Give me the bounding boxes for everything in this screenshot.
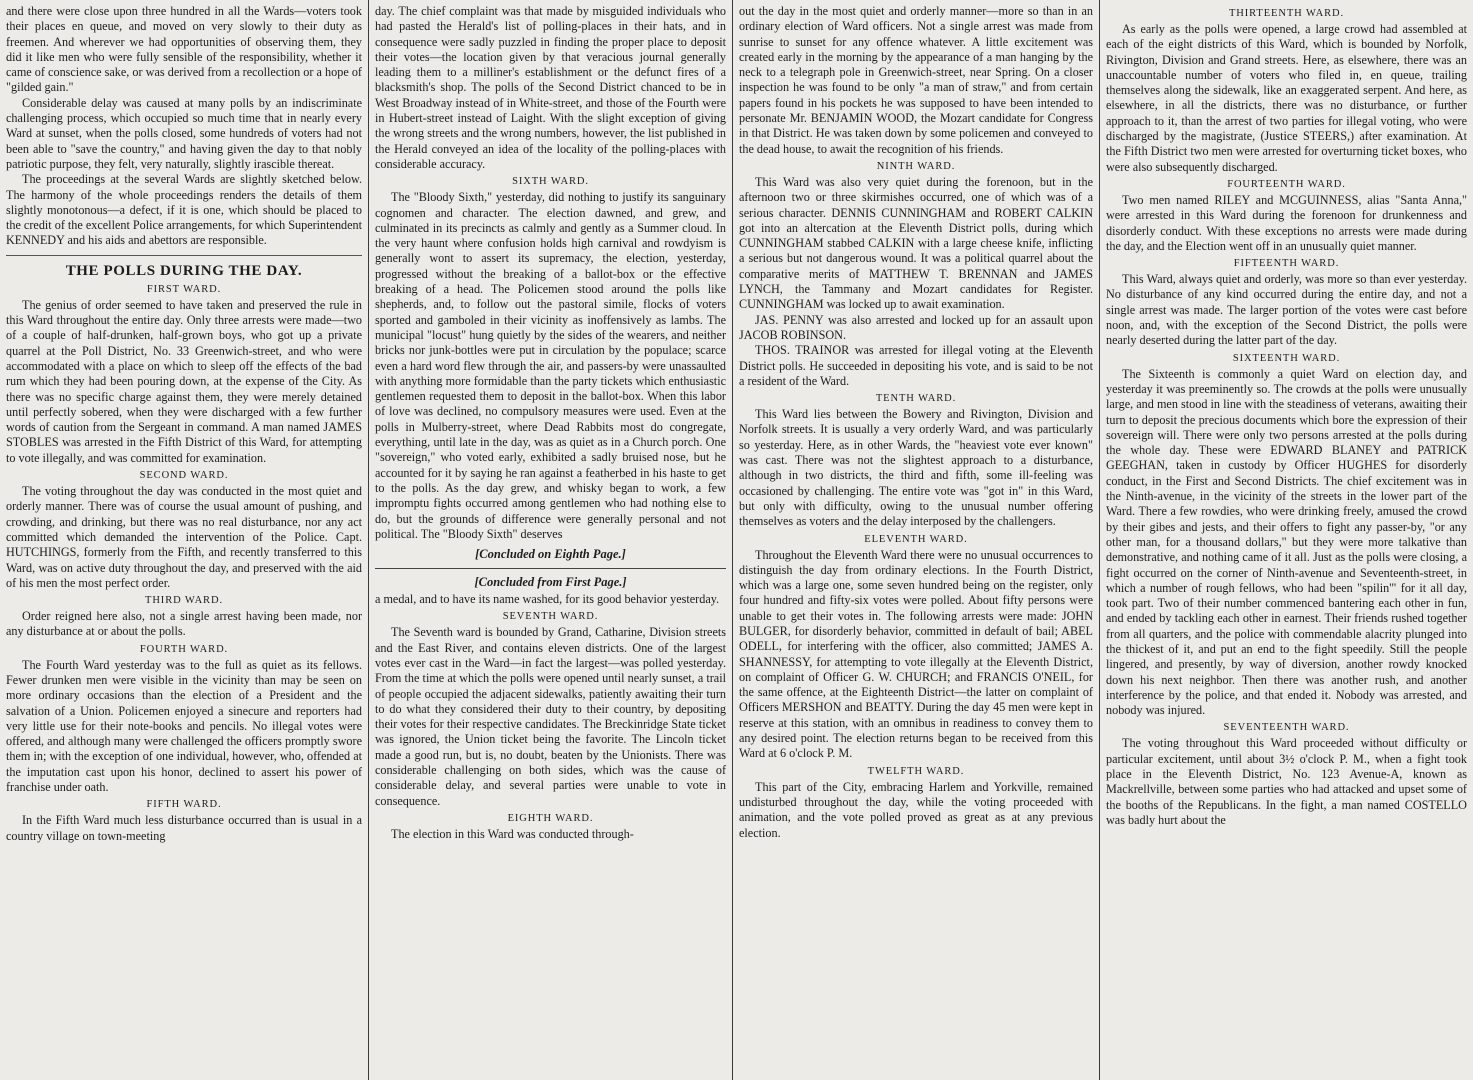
- article-paragraph: a medal, and to have its name washed, for its good behavior yesterday.: [375, 592, 720, 607]
- article-paragraph: Two men named RILEY and MCGUINNESS, alias "Santa Anna," were arrested in this Ward during the forenoon for drunkenness and disorderly conduct. With these exceptions no arrests were made during the day, and the Election went off in an unusually quiet manner.: [1106, 192, 1467, 253]
- article-paragraph: Order reigned here also, not a single arrest having been made, nor any disturbance at or about the polls.: [6, 609, 362, 639]
- ward-heading: FOURTEENTH WARD.: [1227, 178, 1346, 190]
- column-3: [732, 0, 1099, 1080]
- ward-heading: TENTH WARD.: [875, 393, 957, 405]
- ward-heading: EIGHTH WARD.: [507, 812, 594, 824]
- ward-heading: THIRD WARD.: [145, 595, 223, 607]
- article-paragraph: The genius of order seemed to have taken and preserved the rule in this Ward throughout the entire day. Only three arrests were made—two of a couple of half-drunken, half-grown boys, who got up a private quarrel at the Poll District, No. 33 Greenwich-street, and who were accommodated with a place on which to sleep off the effects of the bad rum which they had been pouring down, at the expense of the City. As there was no specific charge against them, they were merely detained until perfectly sobered, when they were discharged with a few further words of caution from the Sergeant in command. A man named JAMES STOBLES was arrested in the Fifth District of this Ward, for attempting to vote illegally, and was committed for examination.: [6, 297, 362, 465]
- ward-heading: SIXTEENTH WARD.: [1232, 352, 1341, 364]
- article-paragraph: This Ward, always quiet and orderly, was more so than ever yesterday. No disturbance of any kind occurred during the entire day, and not a single arrest was made. The larger portion of the votes were cast before noon, and, with the exception of the Second District, the polls were nearly deserted during the latter part of the day.: [1106, 272, 1467, 348]
- article-paragraph: The voting throughout this Ward proceeded without difficulty or particular excitement, until about 3½ o'clock P. M., when a fight took place in the Eleventh District, No. 123 Avenue-A, known as Mackrellville, between some parties who had attacked and upset some of the booths of the Republicans. In the fight, a man named COSTELLO was badly hurt about the: [1106, 736, 1467, 827]
- article-paragraph: The Sixteenth is commonly a quiet Ward on election day, and yesterday it was preeminently so. The crowds at the polls were unusually large, and men stood in line with the steadiness of veterans, awaiting their turn to deposit the precious documents which bore the expression of their sovereign will. There were only two persons arrested at the polls during the whole day. These were EDWARD BLANEY and PATRICK GEEGHAN, taken in custody by Officer HUGHES for disorderly conduct, in the First and Second Districts. The chief excitement was in the Ninth-avenue, in the vicinity of the streets in the lower part of the Ward. There a few rowdies, who were drinking freely, amused the crowd by their gibes and jests, and their offers to fight any passer-by, "or any other man, for a thousand dollars," but they were more talkative than demonstrative, and nothing came of it all. Just as the polls were closing, a fight occurred on the corner of Ninth-avenue and Seventeenth-street, in which a number of rough fellows, who had been "spilin'" for it all day, took part. Two of their number commenced bantering each other in fun, and ended by tackling each other in earnest. Their friends rushed together from all quarters, and the police with commendable alacrity plunged into the thickest of it, and put an end to the fight speedily. Still the people lingered, and presently, by way of diversion, another rowdy knocked down his next neighbor. Then there was another rush, and another interference by the police, and that ended it. Nobody was arrested, and nobody was injured.: [1106, 366, 1467, 718]
- column-4: [1099, 0, 1473, 1080]
- ward-heading: SEVENTH WARD.: [502, 611, 599, 623]
- ward-heading: SIXTH WARD.: [512, 176, 589, 188]
- article-paragraph: This part of the City, embracing Harlem and Yorkville, remained undisturbed throughout the day, while the voting proceeded with animation, and the vote polled proved as great as at any previous election.: [739, 779, 1093, 840]
- ward-heading: FIFTEENTH WARD.: [1233, 258, 1340, 270]
- ward-heading: FIRST WARD.: [146, 283, 222, 295]
- article-paragraph: The proceedings at the several Wards are slightly sketched below. The harmony of the whole proceedings renders the details of them slightly monotonous—a defect, if it is one, which should be placed to the credit of the excellent Police arrangements, for which Superintendent KENNEDY and his aids and abettors are responsible.: [6, 172, 363, 248]
- article-paragraph: The election in this Ward was conducted through-: [391, 826, 634, 841]
- ward-heading: THIRTEENTH WARD.: [1228, 8, 1345, 19]
- article-paragraph: The Seventh ward is bounded by Grand, Catharine, Division streets and the East River, and contains eleven districts. One of the largest votes ever cast in the Ward—in fact the largest—was polled yesterday. From the time at which the polls were opened until nearly sunset, a trail of people occupied the adjacent sidewalks, patiently awaiting their turn to do what they considered their duty to their country, by depositing their votes for their respective candidates. The Breckinridge State ticket was ignored, the Union ticket being the favorite. The Lincoln ticket made a good run, but is, no doubt, beaten by the Unionists. There was considerable challenging on both sides, which was the cause of considerable delay, and several parties were unable to vote in consequence.: [375, 625, 726, 808]
- column-1: [0, 0, 368, 1080]
- article-paragraph: JAS. PENNY was also arrested and locked up for an assault upon JACOB ROBINSON.: [739, 312, 1093, 342]
- article-paragraph: The Fourth Ward yesterday was to the full as quiet as its fellows. Fewer drunken men were visible in the vicinity than may be seen on more ordinary occasions than the election of a President and the salvation of a Union. Policemen enjoyed a sinecure and reporters had very little use for their note-books and pencils. No illegal votes were offered, and although many were challenged the officers promptly swore them in; with the exception of one individual, however, who, offended at the imputation cast upon his honor, declined to assert his power of franchise under oath.: [6, 657, 362, 795]
- article-paragraph: As early as the polls were opened, a large crowd had assembled at each of the eight districts of this Ward, which is bounded by Norfolk, Rivington, Division and Grand streets. Here, as elsewhere, there was an unaccountable number of voters who filed in, en queue, trailing themselves along the sidewalk, like an exaggerated serpent. And here, as elsewhere, in all the districts, there was no disturbance, or further approach to it, than the arrest of two parties for illegal voting, who were discharged by the magistrate, (Justice STEERS,) after examination. At the Fifth District two men were arrested for overturning ticket boxes, who were also subsequently discharged.: [1106, 22, 1467, 174]
- continuation-note: [Concluded from First Page.]: [375, 568, 726, 590]
- article-paragraph: out the day in the most quiet and orderly manner—more so than in an ordinary election of Ward officers. Not a single arrest was made from sunrise to sunset for any offence whatever. A little excitement was created early in the morning by the appearance of a man hanging by the neck to a telegraph pole in Greenwich-street, near Spring. On a closer inspection he was found to be only "a man of straw," and from certain papers found in his pockets he was supposed to have been intended to personate Mr. BENJAMIN WOOD, the Mozart candidate for Congress in that District. He was taken down by some policemen and conveyed to the dead house, to await the recognition of his friends.: [739, 4, 1093, 156]
- article-paragraph: and there were close upon three hundred in all the Wards—voters took their places en queue, and moved on very slowly to their duty as freemen. And wherever we had opportunities of observing them, they did it like men who were fully sensible of the responsibility, whether it came of conscience sake, or was derived from a recollection or a hope of "gilded gain.": [6, 4, 362, 95]
- column-2: [368, 0, 732, 1080]
- ward-heading: NINTH WARD.: [876, 160, 956, 172]
- article-paragraph: Throughout the Eleventh Ward there were no unusual occurrences to distinguish the day from ordinary elections. In the Fourth District, which was a large one, some seven hundred being on the register, only four hundred and fifty-six votes were polled. About fifty persons were unable to get their votes in. The following arrests were made: JOHN BULGER, for disorderly behavior, committed in default of bail; ABEL ODELL, for interfering with the officer, also committed; JAMES A. SHANNESSY, for attempting to vote illegally at the Eleventh District, on complaint of Officer G. W. CHURCH; and FRANCIS O'NEIL, for the same offence, at the Eighteenth District—the latter on complaint of Officers MERSHON and BEATTY. During the day 45 men were kept in reserve at this station, with an omnibus in readiness to convey them to any desired point. The election returns began to be received from this Ward at 6 o'clock P. M.: [739, 547, 1093, 761]
- continuation-note: [Concluded on Eighth Page.]: [475, 547, 626, 562]
- article-paragraph: The voting throughout the day was conducted in the most quiet and orderly manner. There was of course the usual amount of pushing, and crowding, and drinking, but there was no real disturbance, nor any act committed which demanded the intervention of the Police. Capt. HUTCHINGS, formerly from the Fifth, and recently transferred to this Ward, was on active duty throughout the day, and preserved with the aid of his men the most perfect order.: [6, 484, 362, 590]
- ward-heading: SEVENTEENTH WARD.: [1223, 722, 1350, 734]
- article-paragraph: This Ward lies between the Bowery and Rivington, Division and Norfolk streets. It is usually a very orderly Ward, and was particularly so yesterday. Here, as in other Wards, the "heaviest vote ever known" was cast. There was not the slightest approach to a disturbance, although in two districts, the third and fifth, some ill-feeling was occasioned by challenging. The entire vote was "got in" in this Ward, but only with difficulty, owing to the unusual number offering themselves as voters and the delay interposed by the challengers.: [739, 407, 1093, 529]
- article-paragraph: THOS. TRAINOR was arrested for illegal voting at the Eleventh District polls. He succeeded in depositing his vote, and is said to be not a resident of the Ward.: [739, 343, 1093, 388]
- article-paragraph: day. The chief complaint was that made by misguided individuals who had pasted the Herald's list of polling-places in their hats, and in consequence were sadly puzzled in finding the proper place to deposit their votes—the location given by that veracious journal generally leading them to a milliner's establishment or the defunct fires of a blacksmith's shop. The polls of the Second District chanced to be in West Broadway instead of in White-street, and those of the Fourth were in Hubert-street instead of Laight. With the slight exception of giving the wrong streets and the wrong numbers, however, the list published in the Herald conveyed an idea of the locality of the polling-places with considerable accuracy.: [375, 4, 726, 171]
- article-paragraph: Considerable delay was caused at many polls by an indiscriminate challenging process, which occupied so much time that in nearly every Ward at sunset, when the polls closed, some hundreds of voters had not been able to "save the country," and having given the day to that nobly patriotic purpose, they felt, very naturally, slightly irascible thereat.: [6, 95, 362, 171]
- section-headline: THE POLLS DURING THE DAY.: [6, 255, 362, 280]
- article-paragraph: This Ward was also very quiet during the forenoon, but in the afternoon two or three skirmishes occurred, one of which was of a serious character. DENNIS CUNNINGHAM and ROBERT CALKIN got into an altercation at the Eleventh District polls, during which CUNNINGHAM stabbed CALKIN with a large cheese knife, inflicting a serious but not dangerous wound. It was a political quarrel about the comparative merits of MATTHEW T. BRENNAN and JAMES LYNCH, the Tammany and Mozart candidates for Register. CUNNINGHAM was locked up to await examination.: [739, 174, 1093, 312]
- ward-heading: TWELFTH WARD.: [867, 765, 965, 777]
- ward-heading: FIFTH WARD.: [146, 799, 222, 811]
- ward-heading: SECOND WARD.: [139, 470, 229, 482]
- ward-heading: ELEVENTH WARD.: [864, 533, 968, 545]
- ward-heading: FOURTH WARD.: [139, 643, 229, 655]
- article-paragraph: The "Bloody Sixth," yesterday, did nothing to justify its sanguinary cognomen and character. The election dawned, and grew, and culminated in its precincts as calmly and gently as a Summer cloud. In the very haunt where confusion holds high carnival and rowdyism is generally wont to assert its supremacy, the election, yesterday, progressed without the breaking of a ballot-box or the effective breaking of a head. The Policemen stood around the polls like shepherds, and, to follow out the pastoral simile, flocks of voters sported and gamboled in their vicinity as inoffensively as lambs. The municipal "locust" hung quietly by the sides of the wearers, and neither bricks nor junk-bottles were put in circulation by the populace; scarce even a hard word flew through the air, and passers-by were unassaulted with anything more formidable than the party tickets which enthusiastic gentlemen requested them to deposit in the ballot-box. When this labor of love was declined, no compulsory measures were used. Even at the polls in Mulberry-street, where Dead Rabbits most do congregate, everything, until late in the day, was as quiet as in a Church porch. One "sovereign," who voted early, exhibited a sadly bruised nose, but he accounted for it by saying he ran against a featherbed in his haste to get to the polls. As the day grew, and whisky began to work, a few impromptu fights occurred among gentlemen who had nothing else to do, but the grounds of difference were generally personal and not political. The "Bloody Sixth" deserves: [375, 190, 726, 541]
- article-paragraph: In the Fifth Ward much less disturbance occurred than is usual in a country village on town-meeting: [6, 813, 362, 843]
